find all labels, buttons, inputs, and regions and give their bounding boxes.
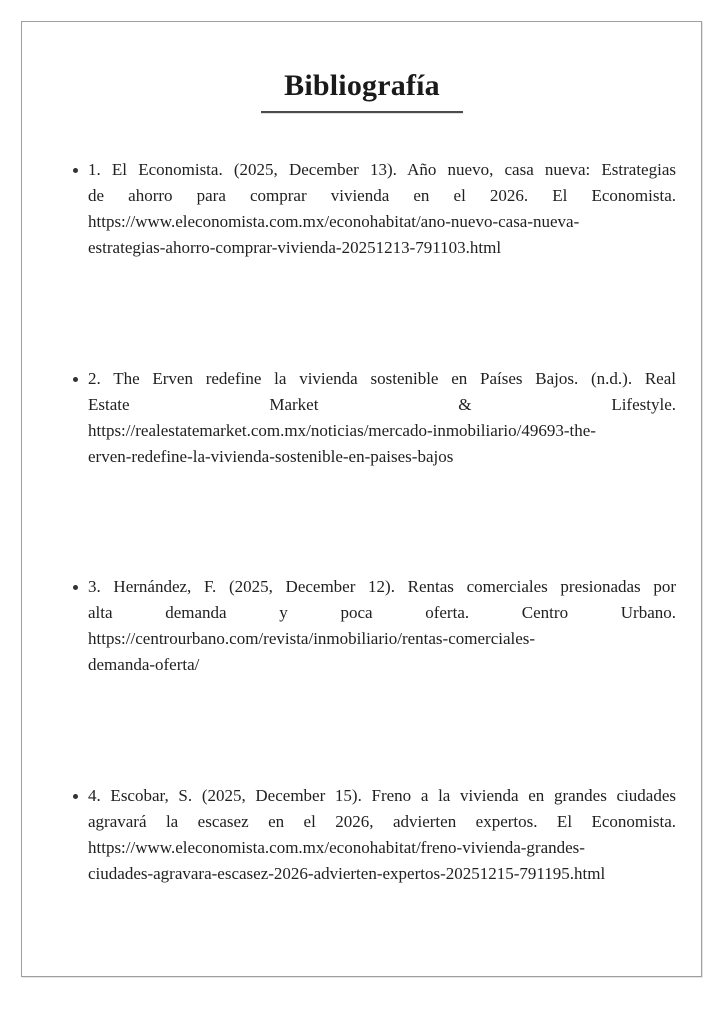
citation-url-line: estrategias-ahorro-comprar-vivienda-20251213-791103.html: [88, 238, 502, 257]
citation-text: [88, 574, 676, 678]
citation-text: [88, 783, 676, 887]
citation-url-line: https://realestatemarket.com.mx/noticias/mercado-inmobiliario/49693-the-: [88, 421, 596, 440]
bibliography-entry-2: [72, 366, 676, 470]
page-title: Bibliografía: [284, 69, 440, 103]
bibliography-entry-4: [72, 783, 676, 887]
citation-url-line: ciudades-agravara-escasez-2026-advierten-expertos-20251215-791195.html: [88, 864, 606, 883]
citation-line: alta demanda y poca oferta. Centro Urbano.: [88, 603, 676, 622]
citation-text: [88, 366, 676, 470]
bullet-icon: [73, 168, 78, 173]
citation-line: Estate Market & Lifestyle.: [88, 395, 676, 414]
citation-line: 2. The Erven redefine la vivienda sostenible en Países Bajos. (n.d.). Real: [88, 369, 676, 388]
bullet-icon: [73, 585, 78, 590]
citation-line: 3. Hernández, F. (2025, December 12). Rentas comerciales presionadas por: [88, 577, 676, 596]
citation-url-line: https://www.eleconomista.com.mx/econohabitat/ano-nuevo-casa-nueva-: [88, 212, 580, 231]
bullet-icon: [73, 794, 78, 799]
citation-line: 1. El Economista. (2025, December 13). Año nuevo, casa nueva: Estrategias: [88, 160, 676, 179]
citation-url-line: https://centrourbano.com/revista/inmobiliario/rentas-comerciales-: [88, 629, 536, 648]
bibliography-entry-1: [72, 157, 676, 261]
citation-url-line: https://www.eleconomista.com.mx/econohabitat/freno-vivienda-grandes-: [88, 838, 585, 857]
bullet-icon: [73, 377, 78, 382]
citation-text: [88, 157, 676, 261]
citation-line: 4. Escobar, S. (2025, December 15). Freno a la vivienda en grandes ciudades: [88, 786, 676, 805]
citation-line: agravará la escasez en el 2026, advierten expertos. El Economista.: [88, 812, 676, 831]
citation-line: de ahorro para comprar vivienda en el 2026. El Economista.: [88, 186, 676, 205]
citation-url-line: demanda-oferta/: [88, 655, 200, 674]
bibliography-entry-3: [72, 574, 676, 678]
citation-url-line: erven-redefine-la-vivienda-sostenible-en-paises-bajos: [88, 447, 454, 466]
title-divider: [261, 111, 463, 113]
